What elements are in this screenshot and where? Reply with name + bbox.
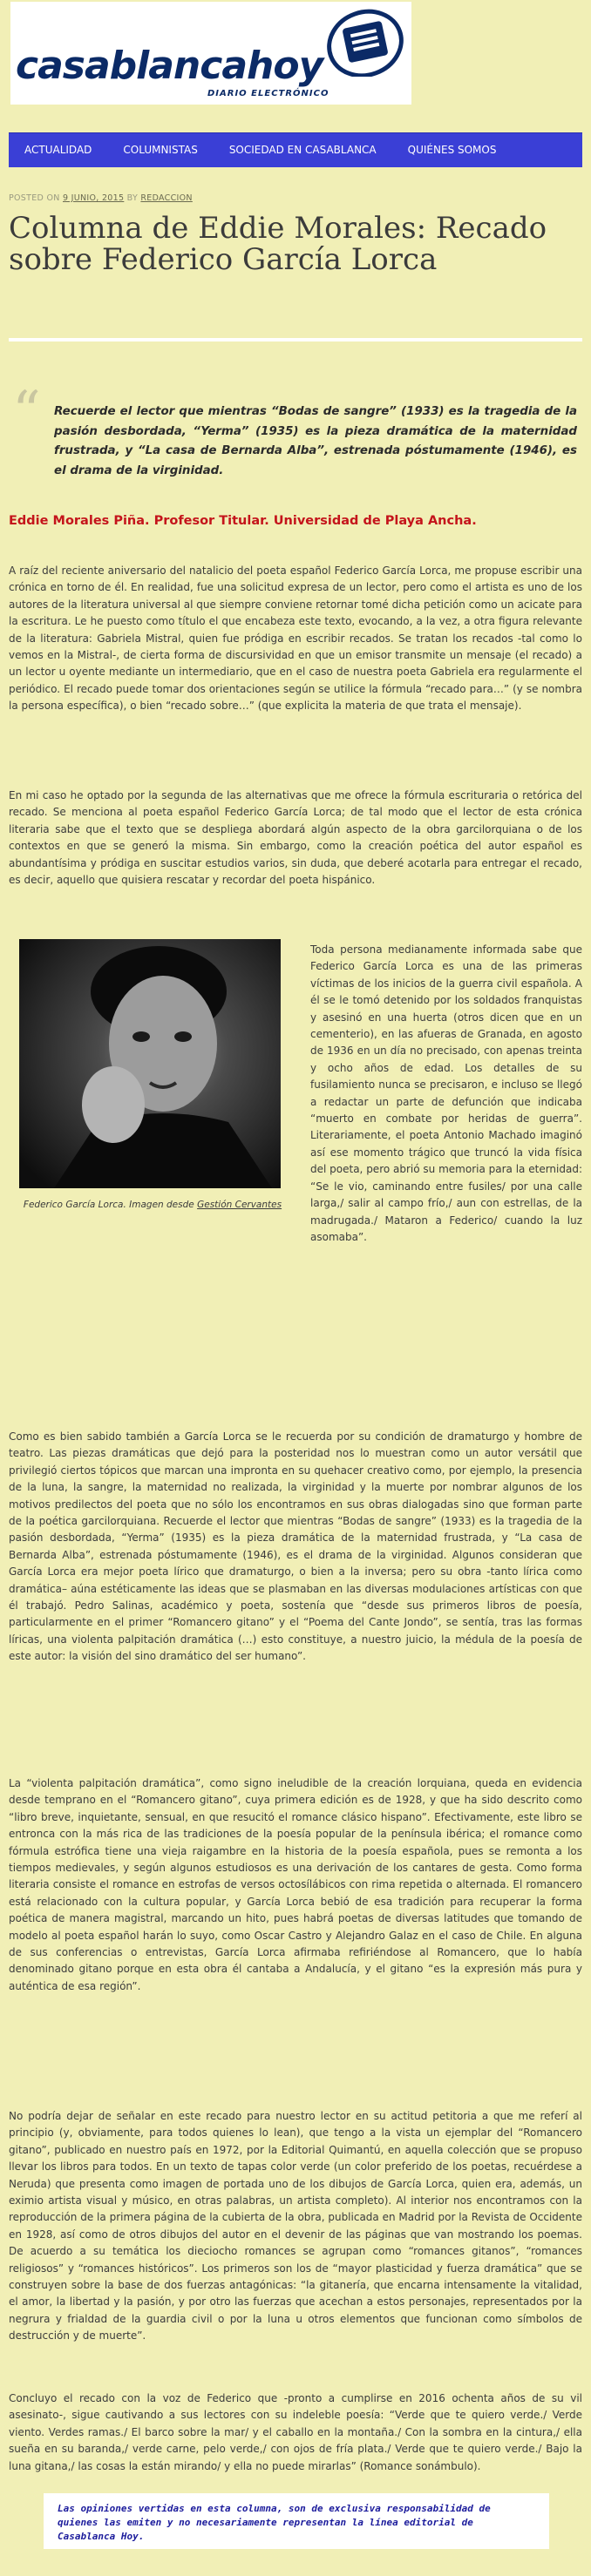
logo-emblem-icon xyxy=(326,7,404,77)
post-meta xyxy=(9,193,193,203)
editorial-disclaimer: Las opiniones vertidas en esta columna, son de exclusiva responsabilidad de quienes las emiten y no necesariamente representan la línea editorial de Casablanca Hoy. xyxy=(44,2493,549,2549)
logo-word-hoy: hoy xyxy=(247,44,323,88)
figure xyxy=(12,939,293,1212)
caption-credit-link[interactable]: Gestión Cervantes xyxy=(197,1200,282,1210)
main-nav xyxy=(9,132,582,167)
article-lead-quote: Recuerde el lector que mientras “Bodas de sangre” (1933) es la tragedia de la pasión desbordada, “Yerma” (1935) es la pieza dramática de la maternidad frustrada, y “La casa de Bernarda Alba”, estrenada póstumamente (1946), es el drama de la virginidad. xyxy=(54,405,577,477)
page xyxy=(9,0,582,2542)
figure-caption xyxy=(12,1199,293,1212)
posted-on-label: POSTED ON xyxy=(9,193,60,203)
portrait-image-icon xyxy=(19,939,281,1188)
paragraph-2: En mi caso he optado por la segunda de las alternativas que me ofrece la fórmula escrituraria o retórica del recado. Se menciona al poeta español Federico García Lorca; de tal modo que el lector de esta crónica literaria sabe que el texto que se despliega abordará algún aspecto de la obra garcilorquiana o de los contextos en que se generó la misma. Sin embargo, como la creación poética del autor español es abundantísima y pródiga en suscitar estudios varios, sin duda, que deberé acotarla para entregar el recado, es decir, aquello que quisiera rescatar y recordar del poeta hispánico. xyxy=(9,789,582,887)
title-divider xyxy=(9,338,582,341)
nav-item-columnistas[interactable]: COLUMNISTAS xyxy=(123,144,198,156)
post-author-link[interactable]: REDACCION xyxy=(140,193,193,203)
logo-word-casablanca: casablanca xyxy=(16,44,248,88)
paragraph-6: No podría dejar de señalar en este recado para nuestro lector en su actitud petitoria a que me referí al principio (y, obviamente, para todos quienes lo lean), que tengo a la vista un ejemplar del “Romancero gitano”, publicado en nuestro país en 1972, por la Editorial Quimantú, en aquella colección que se propuso llevar los libros para todos. En un texto de tapas color verde (un color preferido de los poetas, recuérdese a Neruda) que presenta como imagen de portada uno de los dibujos de García Lorca, quien era, además, un eximio artista visual y músico, en otras palabras, un artista completo). Al interior nos encontramos con la reproducción de la primera página de la cubierta de la obra, publicada en Madrid por la Revista de Occidente en 1928, así como de otros dibujos del autor en el devenir de las páginas que van mostrando los poemas. De acuerdo a su temática los dieciocho romances se agrupan como “romances gitanos”, “romances religiosos” y “romances históricos”. Los primeros son los de “mayor plasticidad y fuerza dramática” que se construyen sobre la base de dos fuerzas antagónicas: “la gitanería, que encarna intensamente la vitalidad, el amor, la libertad y la pasión, y por otro las fuerzas que acechan a estos personajes, representados por la negrura y frialdad de la guardia civil o por la luna u otros elementos que funcionan como símbolos de destrucción y de muerte”. xyxy=(9,2110,582,2343)
paragraph-3-text: Toda persona medianamente informada sabe que Federico García Lorca es una de las primeras víctimas de los inicios de la guerra civil española. A él se le tomó detenido por los soldados franquistas y asesinó en una huerta (otros dicen que en un cementerio), en las afueras de Granada, en agosto de 1936 en un día no precisado, con apenas treinta y ocho años de edad. Los detalles de su fusilamiento nunca se precisaron, e incluso se llegó a redactar un parte de defunción que indicaba “muerto en combate por heridas de guerra”. Literariamente, el poeta Antonio Machado imaginó así ese momento trágico que truncó la vida física del poeta, pero abrió su memoria para la eternidad: “Se le vio, caminando entre fusiles/ por una calle larga,/ salir al campo frío,/ aun con estrellas, de la madrugada./ Mataron a Federico/ cuando la luz asomaba”. xyxy=(310,943,582,1243)
paragraph-4: Como es bien sabido también a García Lorca se le recuerda por su condición de dramaturgo y hombre de teatro. Las piezas dramáticas que dejó para la posteridad nos lo muestran como un autor versátil que privilegió ciertos tópicos que marcan una impronta en su quehacer creativo como, por ejemplo, la presencia de la luna, la sangre, la maternidad no realizada, la virginidad y la muerte por nombrar algunos de los motivos predilectos del poeta que no sólo los encontramos en sus obras dialogadas sino que forman parte de la poética garcilorquiana. Recuerde el lector que mientras “Bodas de sangre” (1933) es la tragedia de la pasión desbordada, “Yerma” (1935) es la pieza dramática de la maternidad frustrada, y “La casa de Bernarda Alba”, estrenada póstumamente (1946), es el drama de la virginidad. Algunos consideran que García Lorca era mejor poeta lírico que dramaturgo, o bien a la inversa; pero su obra -tanto lírica como dramática– aúna estéticamente las ideas que se plasmaban en las diversas modulaciones artísticas con que él trabajó. Pedro Salinas, académico y poeta, sostenía que “desde sus primeros libros de poesía, particularmente en el primer “Romancero gitano” y el “Poema del Cante Jondo”, se sentía, tras las formas líricas, una violenta palpitación dramática (…) esto constituye, a nuestro juicio, la médula de la poesía de este autor: la visión del sino dramático del ser humano”. xyxy=(9,1430,582,1663)
logo-tagline: DIARIO ELECTRÓNICO xyxy=(207,89,329,98)
article-byline: Eddie Morales Piña. Profesor Titular. Universidad de Playa Ancha. xyxy=(9,514,477,528)
article-title: Columna de Eddie Morales: Recado sobre Federico García Lorca xyxy=(9,211,547,277)
post-date-link[interactable]: 9 JUNIO, 2015 xyxy=(63,193,125,203)
nav-item-actualidad[interactable]: ACTUALIDAD xyxy=(24,144,92,156)
nav-item-sociedad[interactable]: SOCIEDAD EN CASABLANCA xyxy=(228,144,377,156)
logo-wordmark xyxy=(16,44,323,88)
quote-mark-icon: “ xyxy=(12,380,41,444)
paragraph-1: A raíz del reciente aniversario del natalicio del poeta español Federico García Lorca, me propuse escribir una crónica en torno de él. En realidad, fue una solicitud expresa de un lector, pero como el artista es uno de los autores de la literatura universal al que siempre conviene retornar tomé dicha petición como un acicate para la escritura. Le he puesto como título el que encabeza este texto, evocando, a la vez, a otra figura relevante de la literatura: Gabriela Mistral, quien fue pródiga en escribir recados. Se tratan los recados -tal como lo vemos en la Mistral-, de cierta forma de discursividad en que un emisor transmite un mensaje (el recado) a un lector u oyente mediante un intermediario, que en el caso de nuestra poeta Gabriela era regularmente el periódico. El recado puede tomar dos orientaciones según se utilice la fórmula “recado para…” (y se nombra la persona específica), o bien “recado sobre…” (que explicita la materia de que trata el mensaje). xyxy=(9,565,582,713)
site-header xyxy=(9,0,582,122)
by-label: BY xyxy=(126,193,139,203)
nav-item-quienes-somos[interactable]: QUIÉNES SOMOS xyxy=(407,144,497,156)
site-logo[interactable] xyxy=(10,2,411,105)
paragraph-5: La “violenta palpitación dramática”, como signo ineludible de la creación lorquiana, queda en evidencia desde temprano en el “Romancero gitano”, cuya primera edición es de 1928, y que ha sido descrito como “libro breve, inquietante, sensual, en que resucitó el romance clásico hispano”. Efectivamente, este libro se entronca con la más rica de las tradiciones de la poesía popular de la península ibérica; el romance como fórmula estrófica tiene una vieja raigambre en la historia de la poesía española, pues se remonta a los tiempos medievales, y según algunos estudiosos es una derivación de los cantares de gesta. Como forma literaria consiste el romance en estrofas de versos octosílábicos con rima repetida o alternada. El romancero está relacionado con la cultura popular, y García Lorca bebió de esa tradición para recuperar la forma poética de manera magistral, marcando un hito, pues habrá poetas de diversas latitudes que tomando de modelo al poeta español harán lo suyo, como Oscar Castro y Alejandro Galaz en el caso de Chile. En alguna de sus conferencias o entrevistas, García Lorca afirmaba refiriéndose al Romancero, que lo había denominado gitano porque en esta obra él cantaba a Andalucía, y el gitano “es la expresión más pura y auténtica de esa región”. xyxy=(9,1777,582,1992)
paragraph-3 xyxy=(310,942,582,1246)
portrait-photo[interactable] xyxy=(19,939,281,1188)
paragraph-7: Concluyo el recado con la voz de Federico que -pronto a cumplirse en 2016 ochenta años de su vil asesinato-, sigue cautivando a sus lectores con su indeleble poesía: “Verde que te quiero verde./ Verde viento. Verdes ramas./ El barco sobre la mar/ y el caballo en la montaña./ Con la sombra en la cintura,/ ella sueña en su baranda,/ verde carne, pelo verde,/ con ojos de fría plata./ Verde que te quiero verde./ Bajo la luna gitana,/ las cosas la están mirando/ y ella no puede mirarlas” (Romance sonámbulo). xyxy=(9,2392,582,2472)
caption-text: Federico García Lorca. Imagen desde xyxy=(23,1200,194,1210)
